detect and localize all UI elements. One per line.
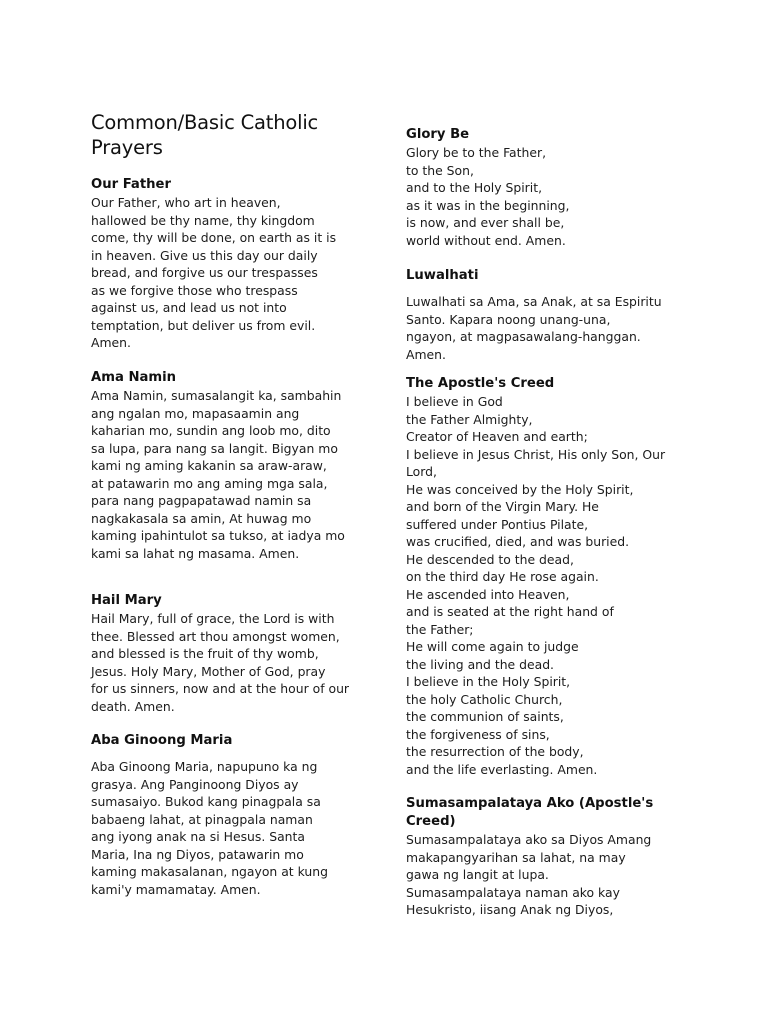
prayer-line: the Father Almighty,: [406, 411, 533, 427]
prayer-line: gawa ng langit at lupa.: [406, 867, 549, 882]
section-hail-mary: [91, 592, 376, 715]
section-sumasampalataya-ako: [406, 795, 706, 919]
prayer-line: sa lupa, para nang sa langit. Bigyan mo: [91, 440, 338, 456]
prayer-line: the forgiveness of sins,: [406, 726, 550, 742]
prayer-line: Ama Namin, sumasalangit ka, sambahin: [91, 388, 342, 403]
prayer-line: as we forgive those who trespass: [91, 282, 298, 298]
prayer-line: for us sinners, now and at the hour of our: [91, 681, 350, 696]
page-title: [91, 110, 376, 160]
prayer-line: as it was in the beginning,: [406, 197, 570, 213]
prayer-line: Sumasampalataya naman ako kay: [406, 884, 620, 900]
prayer-line: world without end. Amen.: [406, 232, 566, 248]
prayer-line: the holy Catholic Church,: [406, 691, 563, 707]
prayer-line: the Father;: [406, 621, 474, 637]
prayer-line: Our Father, who art in heaven,: [91, 195, 281, 210]
section-heading-line: Sumasampalataya Ako (Apostle's: [406, 796, 654, 811]
prayer-line: thee. Blessed art thou amongst women,: [91, 628, 340, 644]
prayer-line: Maria, Ina ng Diyos, patawarin mo: [91, 846, 304, 862]
prayer-line: Hesukristo, iisang Anak ng Diyos,: [406, 902, 614, 917]
prayer-line: para nang pagpapatawad namin sa: [91, 493, 312, 508]
prayer-line: ngayon, at magpasawalang-hanggan.: [406, 329, 641, 344]
prayer-line: to the Son,: [406, 162, 474, 178]
section-heading-line: Creed): [406, 814, 456, 829]
prayer-line: suffered under Pontius Pilate,: [406, 516, 589, 532]
prayer-line: hallowed be thy name, thy kingdom: [91, 212, 315, 228]
prayer-line: death. Amen.: [91, 698, 175, 714]
section-aba-ginoong-maria: [91, 732, 376, 898]
prayer-line: is now, and ever shall be,: [406, 215, 565, 230]
prayer-line: sumasaiyo. Bukod kang pinagpala sa: [91, 794, 321, 809]
prayer-line: come, thy will be done, on earth as it is: [91, 230, 337, 245]
prayer-line: Santo. Kapara noong unang-una,: [406, 311, 611, 327]
prayer-line: kaharian mo, sundin ang loob mo, dito: [91, 423, 331, 438]
prayer-line: against us, and lead us not into: [91, 300, 287, 315]
prayer-line: grasya. Ang Panginoong Diyos ay: [91, 776, 299, 792]
page-title-line: Prayers: [91, 136, 163, 159]
prayer-line: was crucified, died, and was buried.: [406, 534, 630, 549]
prayer-line: in heaven. Give us this day our daily: [91, 247, 318, 263]
prayer-line: nagkakasala sa amin, At huwag mo: [91, 510, 312, 526]
prayer-line: and blessed is the fruit of thy womb,: [91, 646, 319, 661]
section-heading: Our Father: [91, 177, 171, 192]
prayer-line: Luwalhati sa Ama, sa Anak, at sa Espiritu: [406, 294, 662, 309]
prayer-line: ang ngalan mo, mapasaamin ang: [91, 405, 300, 421]
prayer-line: He will come again to judge: [406, 639, 579, 654]
prayer-line: Lord,: [406, 464, 437, 479]
section-heading: Glory Be: [406, 127, 470, 142]
prayer-line: and to the Holy Spirit,: [406, 180, 543, 195]
prayer-line: and born of the Virgin Mary. He: [406, 499, 599, 514]
prayer-line: I believe in the Holy Spirit,: [406, 674, 571, 689]
prayer-line: He descended to the dead,: [406, 551, 574, 567]
prayer-line: temptation, but deliver us from evil.: [91, 317, 316, 333]
prayer-line: kami sa lahat ng masama. Amen.: [91, 545, 300, 561]
prayer-line: kami'y mamamatay. Amen.: [91, 881, 261, 897]
section-heading: Aba Ginoong Maria: [91, 733, 233, 748]
section-our-father: [91, 176, 376, 352]
prayer-line: and the life everlasting. Amen.: [406, 761, 598, 777]
prayer-line: Amen.: [91, 335, 131, 350]
section-apostles-creed: [406, 375, 706, 778]
section-heading: Luwalhati: [406, 268, 479, 283]
prayer-line: the communion of saints,: [406, 709, 564, 724]
prayer-line: on the third day He rose again.: [406, 569, 599, 584]
prayer-line: kami ng aming kakanin sa araw-araw,: [91, 458, 327, 473]
prayer-line: I believe in Jesus Christ, His only Son, Our: [406, 446, 666, 462]
section-heading: [406, 795, 706, 831]
prayer-line: ang iyong anak na si Hesus. Santa: [91, 829, 305, 844]
section-ama-namin: [91, 369, 376, 562]
section-luwalhati: [406, 267, 706, 363]
prayer-line: babaeng lahat, at pinagpala naman: [91, 811, 313, 827]
page-title-line: Common/Basic Catholic: [91, 111, 319, 134]
prayer-line: kaming ipahintulot sa tukso, at iadya mo: [91, 528, 345, 543]
prayer-line: the living and the dead.: [406, 656, 554, 672]
prayer-line: Glory be to the Father,: [406, 145, 547, 160]
prayer-line: bread, and forgive us our trespasses: [91, 265, 318, 280]
prayer-line: Jesus. Holy Mary, Mother of God, pray: [91, 663, 326, 679]
prayer-line: Aba Ginoong Maria, napupuno ka ng: [91, 759, 318, 774]
prayer-line: makapangyarihan sa lahat, na may: [406, 849, 626, 865]
section-heading: Hail Mary: [91, 593, 162, 608]
prayer-line: Sumasampalataya ako sa Diyos Amang: [406, 832, 652, 847]
prayer-line: He was conceived by the Holy Spirit,: [406, 481, 634, 497]
section-heading: The Apostle's Creed: [406, 376, 555, 391]
prayer-line: kaming makasalanan, ngayon at kung: [91, 864, 328, 879]
prayer-line: He ascended into Heaven,: [406, 586, 570, 602]
prayer-line: at patawarin mo ang aming mga sala,: [91, 475, 328, 491]
prayer-line: Creator of Heaven and earth;: [406, 429, 588, 444]
prayer-line: Amen.: [406, 346, 446, 362]
section-heading: Ama Namin: [91, 370, 177, 385]
prayer-line: the resurrection of the body,: [406, 744, 584, 759]
prayer-line: Hail Mary, full of grace, the Lord is with: [91, 611, 335, 626]
prayer-line: I believe in God: [406, 394, 503, 409]
section-glory-be: [406, 126, 706, 249]
prayer-line: and is seated at the right hand of: [406, 604, 614, 619]
